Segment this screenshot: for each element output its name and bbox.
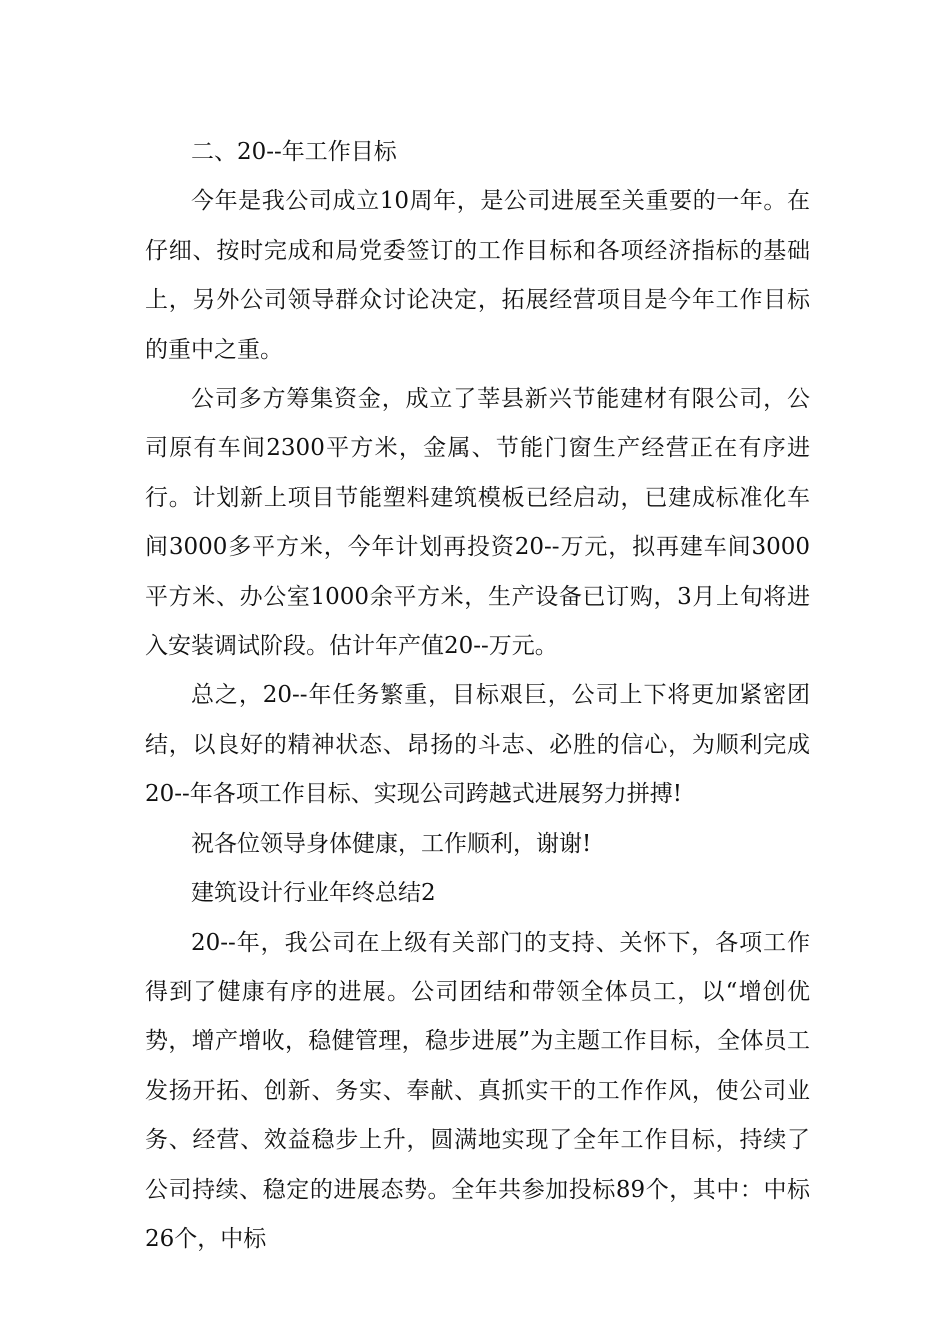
paragraph-anniversary: 今年是我公司成立10周年，是公司进展至关重要的一年。在仔细、按时完成和局党委签订的工作目标和各项经济指标的基础上，另外公司领导群众讨论决定，拓展经营项目是今年工作目标的重中之重。 — [145, 188, 810, 363]
section-heading: 二、20--年工作目标 — [191, 139, 397, 165]
document-body — [145, 128, 810, 1264]
paragraph-closing: 祝各位领导身体健康，工作顺利，谢谢! — [191, 830, 592, 857]
section-title: 建筑设计行业年终总结2 — [191, 880, 436, 907]
paragraph-annual-review: 20--年，我公司在上级有关部门的支持、关怀下，各项工作得到了健康有序的进展。公司团结和带领全体员工，以“增创优势，增产增收，稳健管理，稳步进展”为主题工作目标，全体员工发扬开拓、创新、务实、奉献、真抓实干的工作作风，使公司业务、经营、效益稳步上升，圆满地实现了全年工作目标，持续了公司持续、稳定的进展态势。全年共参加投标89个，其中：中标26个，中标 — [145, 929, 810, 1252]
paragraph-investment: 公司多方筹集资金，成立了莘县新兴节能建材有限公司，公司原有车间2300平方米，金属、节能门窗生产经营正在有序进行。计划新上项目节能塑料建筑模板已经启动，已建成标准化车间3000多平方米，今年计划再投资20--万元，拟再建车间3000平方米、办公室1000余平方米，生产设备已订购，3月上旬将进入安装调试阶段。估计年产值20--万元。 — [145, 386, 810, 660]
paragraph-summary: 总之，20--年任务繁重，目标艰巨，公司上下将更加紧密团结，以良好的精神状态、昂扬的斗志、必胜的信心，为顺利完成20--年各项工作目标、实现公司跨越式进展努力拼搏! — [145, 682, 810, 808]
